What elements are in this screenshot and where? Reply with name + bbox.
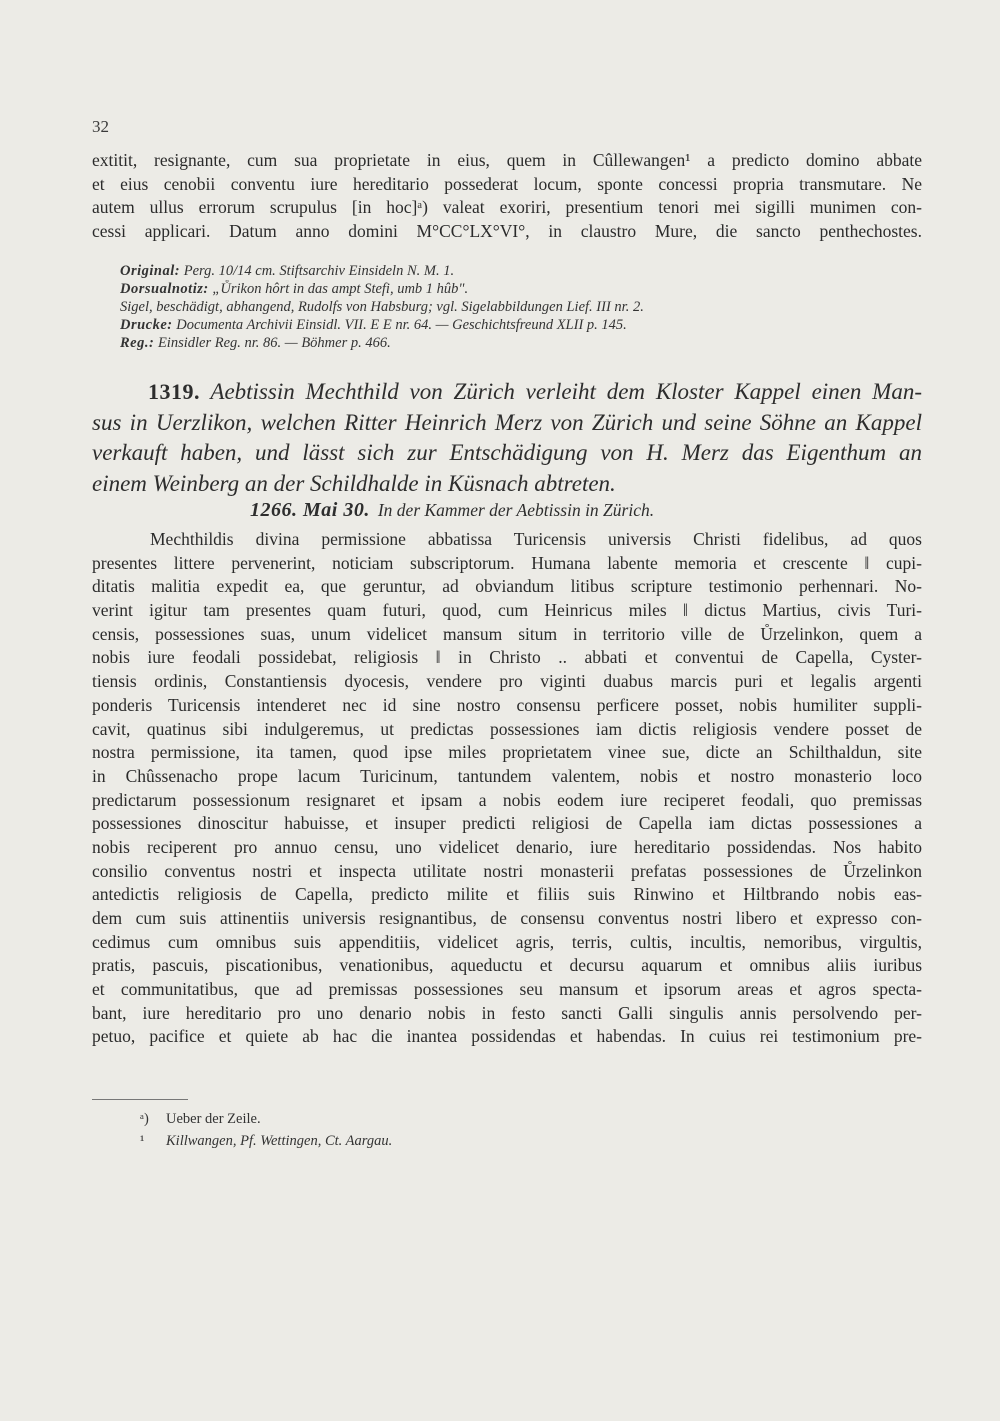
body-line: presentes littere pervenerint, noticiam subscriptorum. Humana labente memoria et crescente ‖ cupi-: [92, 552, 922, 573]
intro-paragraph: [92, 149, 922, 244]
intro-line: extitit, resignante, cum sua proprietate in eius, quem in Cûllewangen¹ a predicto domino abbate: [92, 150, 922, 170]
body-line: dem cum suis attinentiis universis resignantibus, de consensu conventus nostri libero et expresso con-: [92, 908, 922, 928]
source-note: [120, 280, 950, 298]
source-notes: [120, 262, 950, 352]
footnote-text: Ueber der Zeile.: [166, 1111, 261, 1127]
source-note-label: Original:: [120, 263, 181, 279]
body-line: Mechthildis divina permissione abbatissa Turicensis universis Christi fidelibus, ad quos: [150, 529, 922, 549]
intro-line: autem ullus errorum scrupulus [in hoc]ᵃ) valeat exoriri, presentium tenori mei sigilli munimen con-: [92, 197, 922, 218]
footnote-text: Killwangen, Pf. Wettingen, Ct. Aargau.: [166, 1133, 393, 1149]
source-note-text: Perg. 10/14 cm. Stiftsarchiv Einsideln N. M. 1.: [183, 263, 455, 279]
charter-date: 1266. Mai 30.: [250, 499, 370, 521]
heading-line: einem Weinberg an der Schildhalde in Küsnach abtreten.: [92, 470, 616, 496]
body-line: ditatis malitia expedit ea, que geruntur, ad obviandum litibus scripture testimonio perhennari. No-: [92, 576, 922, 597]
body-line: nostra permissione, ita tamen, quod ipse miles proprietatem vinee sue, dicte an Schilthaldun, site: [92, 742, 922, 763]
charter-text: [92, 528, 922, 1049]
source-note: [120, 334, 950, 352]
body-line: cedimus cum omnibus suis appenditiis, videlicet agris, terris, cultis, incultis, nemoribus, virgultis,: [92, 931, 922, 952]
source-note-label: Dorsualnotiz:: [120, 281, 209, 297]
source-note-label: Reg.:: [120, 335, 155, 351]
source-note-text: „Ůrikon hôrt in das ampt Stefi, umb 1 hûb".: [212, 281, 469, 297]
charter-place: In der Kammer der Aebtissin in Zürich.: [377, 500, 655, 520]
body-line: antedictis religiosis de Capella, predicto milite et filiis suis Rinwino et Hiltbrando nobis eas-: [92, 884, 922, 905]
heading-line: verkauft haben, und lässt sich zur Entschädigung von H. Merz das Eigenthum an: [92, 440, 922, 465]
body-line: petuo, pacifice et quiete ab hac die inantea possidendas et habendas. In cuius rei testimonium pre-: [92, 1026, 922, 1047]
body-line: ponderis Turicensis intenderet nec id sine nostro consensu perficere posset, nobis humiliter suppli-: [92, 694, 922, 715]
body-line: bant, iure hereditario pro uno denario nobis in festo sancti Galli singulis annis persolvendo per-: [92, 1002, 922, 1023]
footnote: [140, 1108, 392, 1130]
intro-line: et eius cenobii conventu iure hereditario possederat locum, sponte concessi propria transmutare. Ne: [92, 173, 922, 194]
source-note-text: Einsidler Reg. nr. 86. — Böhmer p. 466.: [157, 335, 391, 351]
heading-text: Aebtissin Mechthild von Zürich verleiht dem Kloster Kappel einen Man-: [210, 379, 922, 404]
date-line: [250, 499, 654, 522]
body-line: possessiones dinoscitur habuisse, et insuper predicti religiosi de Capella iam dictas possessiones a: [92, 813, 922, 834]
source-note: [120, 316, 950, 334]
body-line: et communitatibus, que ad premissas possessiones seu mansum et ipsorum areas et agros specta-: [92, 979, 922, 1000]
body-line: in Chûssenacho prope lacum Turicinum, tantundem valentem, nobis et nostro monasterio loco: [92, 765, 922, 786]
body-line: cavit, quatinus sibi indulgeremus, ut predictas possessiones iam dictis religiosis vendere posset de: [92, 718, 922, 739]
footnote-divider: [92, 1099, 188, 1100]
entry-heading: [92, 377, 922, 499]
body-line: verint igitur tam presentes quam futuri, quod, cum Heinricus miles ‖ dictus Martius, civis Turi-: [92, 600, 922, 621]
page-number: 32: [92, 117, 109, 136]
body-line: consilio conventus nostri et inspecta utilitate nostri monasterii prefatas possessiones de Ůrzelinkon: [92, 860, 922, 881]
source-note-text: Sigel, beschädigt, abhangend, Rudolfs von Habsburg; vgl. Sigelabbildungen Lief. III nr. 2.: [120, 299, 644, 315]
intro-line: cessi applicari. Datum anno domini M°CC°LX°VI°, in claustro Mure, die sancto penthechostes.: [92, 221, 922, 242]
body-line: tiensis ordinis, Constantiensis dyocesis, vendere pro viginti duabus marcis puri et legalis argenti: [92, 671, 922, 692]
source-note-text: Documenta Archivii Einsidl. VII. E E nr. 64. — Geschichtsfreund XLII p. 145.: [176, 317, 627, 333]
footnote: [140, 1130, 392, 1152]
footnote-mark: ¹: [140, 1133, 145, 1149]
entry-number: 1319.: [148, 379, 200, 404]
body-line: predictarum possessionum resignaret et ipsam a nobis eodem iure reciperet feodali, quo premissas: [92, 789, 922, 810]
heading-line: [92, 377, 922, 408]
body-line: pratis, pascuis, piscationibus, venationibus, aqueductu et decursu aquarum et omnibus aliis iuribus: [92, 955, 922, 976]
source-note-label: Drucke:: [120, 317, 173, 333]
body-line: nobis reciperent pro annuo censu, uno videlicet denario, iure hereditario possidendas. Nos habito: [92, 836, 922, 857]
heading-line: sus in Uerzlikon, welchen Ritter Heinrich Merz von Zürich und seine Söhne an Kappel: [92, 409, 922, 435]
source-note: [120, 262, 950, 280]
footnotes: [140, 1108, 392, 1152]
body-line: censis, possessiones suas, unum videlicet mansum situm in territorio ville de Ůrzelinkon, quem a: [92, 623, 922, 644]
body-line: nobis iure feodali possidebat, religiosis ‖ in Christo .. abbati et conventui de Capella, Cyster-: [92, 647, 922, 668]
footnote-mark: ᵃ): [140, 1111, 149, 1127]
source-note: [120, 298, 950, 316]
